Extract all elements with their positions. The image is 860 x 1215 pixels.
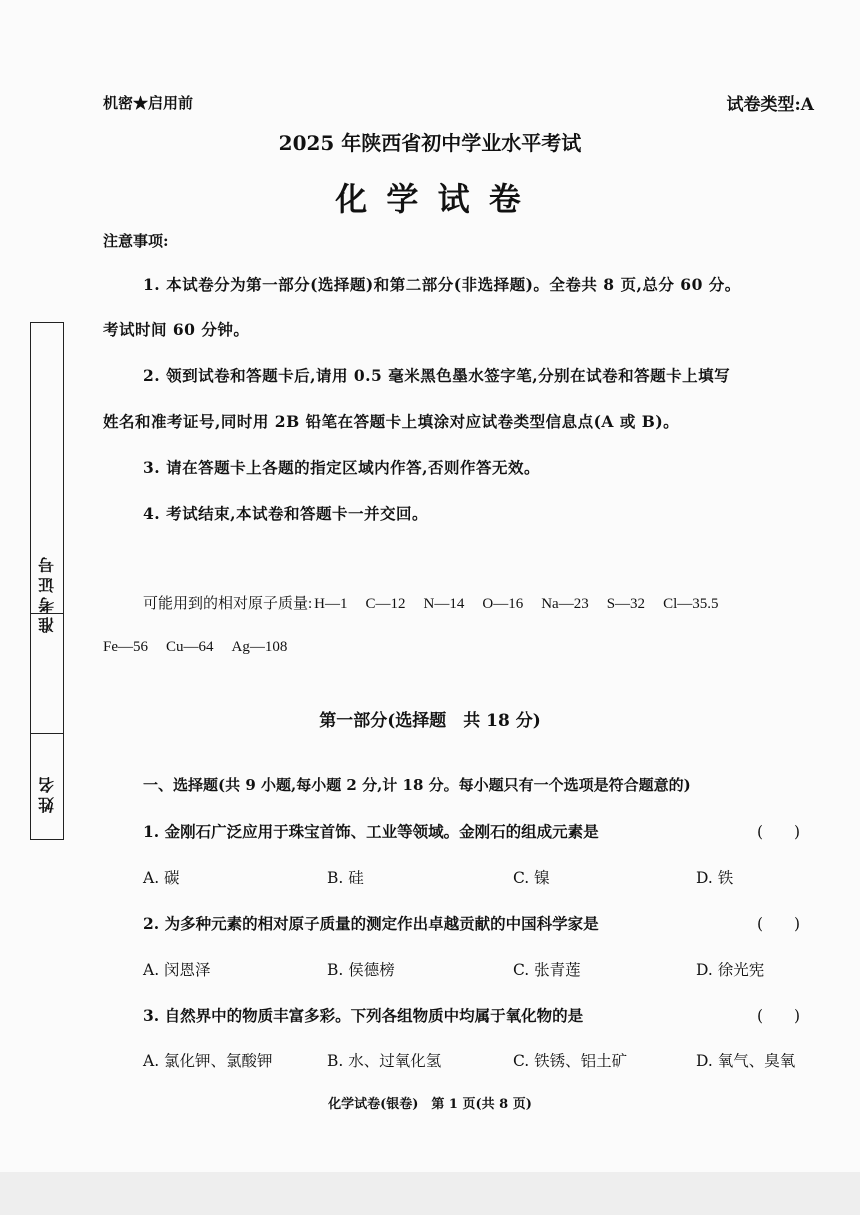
- atomic-mass: C—12: [365, 596, 406, 612]
- notes-heading: 注意事项:: [103, 232, 169, 250]
- exam-id-label: 准考证号: [37, 553, 57, 633]
- question-2-option-d: D. 徐光宪: [696, 961, 765, 979]
- atomic-mass: Fe—56: [103, 639, 148, 655]
- question-1-option-c: C. 镍: [513, 869, 550, 887]
- atomic-mass: Na—23: [541, 596, 589, 612]
- atomic-masses-row-2: [103, 639, 305, 656]
- question-2-option-a: A. 闵恩泽: [143, 961, 211, 979]
- atomic-mass: S—32: [606, 596, 646, 612]
- question-1-option-b: B. 硅: [327, 869, 364, 887]
- question-3-option-b: B. 水、过氧化氢: [327, 1052, 442, 1070]
- question-1-option-d: D. 铁: [696, 869, 734, 887]
- atomic-mass: O—16: [482, 596, 524, 612]
- question-3-option-c: C. 铁锈、铝土矿: [513, 1052, 628, 1070]
- atomic-masses-row-1: [143, 592, 719, 613]
- paper-type: 试卷类型:A: [726, 95, 814, 115]
- name-label: 姓名: [37, 773, 57, 813]
- note-item-3: 3. 请在答题卡上各题的指定区域内作答,否则作答无效。: [143, 458, 540, 477]
- atomic-mass: Cl—35.5: [663, 596, 719, 612]
- question-3-option-a: A. 氯化钾、氯酸钾: [143, 1052, 273, 1070]
- page-footer: 化学试卷(银卷) 第 1 页(共 8 页): [328, 1097, 532, 1112]
- question-2-option-b: B. 侯德榜: [327, 961, 395, 979]
- section-heading: 一、选择题(共 9 小题,每小题 2 分,计 18 分。每小题只有一个选项是符合题意的): [143, 776, 691, 794]
- note-item-1: 1. 本试卷分为第一部分(选择题)和第二部分(非选择题)。全卷共 8 页,总分 60 分。: [143, 275, 741, 294]
- question-3-option-d: D. 氧气、臭氧: [696, 1052, 796, 1070]
- question-2-option-c: C. 张青莲: [513, 961, 581, 979]
- question-1-option-a: A. 碳: [143, 869, 180, 887]
- confidential-mark: 机密★启用前: [103, 94, 194, 112]
- part1-title: 第一部分(选择题 共 18 分): [319, 711, 541, 731]
- question-1-answer-blank: ( ): [757, 823, 801, 841]
- atomic-mass: Cu—64: [166, 639, 214, 655]
- question-1-stem: 1. 金刚石广泛应用于珠宝首饰、工业等领域。金刚石的组成元素是: [143, 822, 599, 841]
- question-2-answer-blank: ( ): [757, 915, 801, 933]
- note-item-2: 2. 领到试卷和答题卡后,请用 0.5 毫米黑色墨水签字笔,分别在试卷和答题卡上填写: [143, 366, 731, 385]
- note-item-2-cont: 姓名和准考证号,同时用 2B 铅笔在答题卡上填涂对应试卷类型信息点(A 或 B)。: [103, 412, 680, 431]
- atomic-masses-intro: 可能用到的相对原子质量:: [143, 596, 313, 612]
- atomic-mass: H—1: [314, 596, 348, 612]
- subject-title: 化 学 试 卷: [335, 180, 525, 218]
- note-item-1-cont: 考试时间 60 分钟。: [103, 320, 250, 339]
- note-item-4: 4. 考试结束,本试卷和答题卡一并交回。: [143, 504, 428, 523]
- binding-margin-box: [30, 322, 64, 840]
- exam-title: 2025 年陕西省初中学业水平考试: [278, 131, 582, 155]
- question-3-stem: 3. 自然界中的物质丰富多彩。下列各组物质中均属于氧化物的是: [143, 1006, 584, 1025]
- binding-divider: [31, 733, 63, 734]
- atomic-mass: Ag—108: [231, 639, 288, 655]
- question-2-stem: 2. 为多种元素的相对原子质量的测定作出卓越贡献的中国科学家是: [143, 914, 599, 933]
- atomic-mass: N—14: [423, 596, 465, 612]
- question-3-answer-blank: ( ): [757, 1007, 801, 1025]
